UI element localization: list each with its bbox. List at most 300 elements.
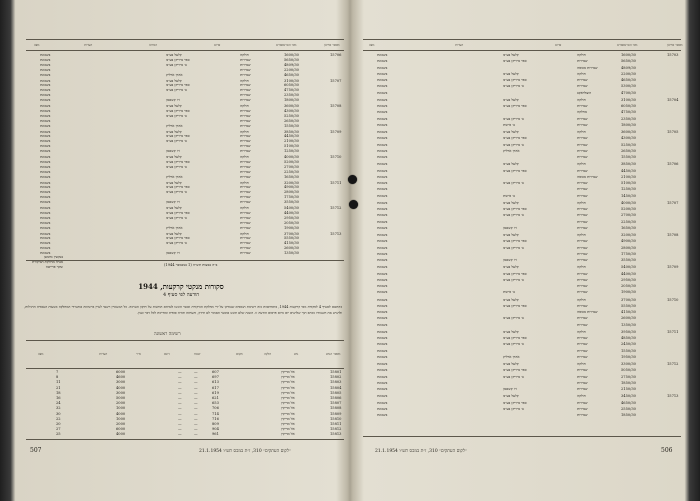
table-cell: קלעל בע״מ: [166, 180, 182, 185]
table-cell: בשכונת: [377, 368, 388, 373]
column-header: דונם: [164, 352, 170, 356]
subtable-cell: אל מריקין: [281, 375, 295, 380]
table-cell: כפר מיריקן בע״מ: [166, 185, 190, 190]
table-row: [26, 175, 344, 180]
table-cell: בשכונת: [377, 219, 388, 224]
table-cell: בשכונת: [40, 220, 51, 225]
right-page: [355, 10, 687, 488]
table-cell: בשכונת: [377, 174, 388, 179]
table-cell: שמירות: [240, 123, 251, 128]
table-cell: 4750/30: [284, 88, 299, 93]
table-cell: 1600/30: [284, 53, 299, 57]
group-number: 15706: [667, 162, 679, 167]
table-cell: שמירות: [577, 413, 588, 417]
table-cell: קלעל בע״מ: [166, 155, 182, 159]
column-header: מס׳ הטרנספורט: [276, 43, 297, 47]
table-cell: שמירות: [240, 144, 251, 149]
table-cell: בשכונת: [40, 123, 51, 128]
table-cell: 2250/30: [284, 169, 299, 174]
table-row: [26, 98, 344, 103]
table-row: [363, 72, 681, 77]
table-row: [363, 349, 681, 354]
table-cell: 4450/30: [284, 134, 299, 139]
subtable-cell: אל מריקין: [281, 370, 295, 374]
table-cell: בשכונת: [377, 380, 388, 385]
table-cell: שמירות: [577, 59, 588, 64]
table-cell: בשכונת: [377, 342, 388, 347]
table-cell: 4400/30: [621, 271, 636, 276]
table-row: [26, 73, 344, 78]
table-row: [363, 290, 681, 295]
table-cell: חולקה: [240, 231, 249, 236]
subtable-cell: —: [178, 432, 182, 437]
table-row: [363, 310, 681, 315]
subtable-cell: 15810: [330, 416, 342, 421]
table-cell: 4900/30: [284, 185, 299, 190]
subtable-body: [26, 370, 344, 438]
table-row: [363, 110, 681, 115]
table-cell: בשכונת: [377, 271, 388, 276]
table-cell: בשכונת: [40, 62, 51, 67]
table-cell: מחלקה: [577, 110, 587, 115]
table-cell: בשכונת: [40, 149, 51, 154]
column-header: גוש: [294, 352, 299, 356]
subtable-cell: 697: [212, 375, 219, 380]
subtable-cell: 27: [56, 427, 61, 432]
table-cell: בשכונת: [377, 104, 388, 108]
table-cell: 2350/30: [621, 116, 636, 121]
table-cell: שמירות: [577, 84, 588, 89]
table-cell: בשכונת: [377, 394, 388, 399]
table-cell: ב׳ מיריקן בע״מ: [166, 241, 187, 246]
table-cell: שמירות: [240, 251, 251, 256]
table-cell: שמירות: [577, 251, 588, 256]
table-cell: 3700/30: [621, 297, 636, 302]
table-cell: שמירות: [240, 246, 251, 251]
table-cell: חולקה: [577, 233, 586, 237]
table-cell: כפר מיריקן בע״מ: [503, 271, 527, 276]
table-row: [363, 375, 681, 380]
group-number: 15713: [330, 231, 342, 236]
table-cell: ב׳ מיריקן בע״מ: [166, 62, 187, 67]
table-cell: בשכונת: [377, 84, 388, 89]
table-cell: כפר מיריקן בע״מ: [503, 104, 527, 108]
subtable-cell: 716: [212, 416, 219, 421]
table-cell: בשכונת: [40, 129, 51, 134]
subtable-cell: אל מריקין: [281, 396, 295, 400]
table-cell: 2100/30: [284, 139, 299, 144]
table-cell: קלעל בע״מ: [166, 206, 182, 210]
subtable-cell: —: [178, 422, 182, 426]
table-cell: בשכונת: [40, 53, 51, 57]
table-cell: שמירות: [240, 185, 251, 190]
subtable-cell: —: [194, 370, 198, 374]
table-cell: זיו קשטמן: [166, 200, 180, 205]
table-cell: בשכונת: [40, 144, 51, 149]
subtable-cell: 5000: [116, 396, 126, 400]
table-cell: שמירות: [577, 193, 588, 198]
table-cell: 1750/30: [621, 251, 636, 256]
table-cell: שמירות: [240, 190, 251, 195]
subtable-cell: 3000: [116, 380, 126, 385]
subtable-cell: —: [194, 380, 198, 385]
table-cell: כפר מיריקן בע״מ: [503, 239, 527, 244]
subtable-cell: —: [178, 375, 182, 380]
table-cell: 5300/30: [621, 84, 636, 89]
table-cell: בשכונת: [40, 78, 51, 83]
table-row: [363, 304, 681, 309]
table-cell: 2600/30: [621, 316, 636, 321]
table-cell: 1450/30: [621, 193, 636, 198]
table-cell: 6050/30: [621, 104, 636, 108]
table-row: [363, 123, 681, 128]
table-cell: 3100/30: [284, 78, 299, 83]
subtable-cell: 20: [56, 422, 61, 426]
table-cell: בשכונת: [377, 329, 388, 334]
table-cell: שמירות: [240, 215, 251, 220]
subtable-cell: 4000: [116, 432, 126, 437]
subtable-cell: 7: [56, 370, 59, 374]
table-cell: בשכונת: [377, 162, 388, 167]
table-cell: 1550/30: [621, 348, 636, 353]
table-cell: חולקה: [577, 53, 586, 57]
table-row: [363, 394, 681, 399]
table-cell: קלעל בע״מ: [166, 78, 182, 83]
table-cell: 1650/30: [284, 174, 299, 179]
table-row: [26, 251, 344, 256]
subtable-label: רשימה ראשונה: [154, 332, 181, 337]
column-header: חלקה: [264, 352, 272, 356]
table-row: [363, 239, 681, 244]
right-table-body: [363, 53, 681, 433]
notice-paragraph: בהתאם לסעיף 4 לפקודת מסי קרקעות 1944, מתפרסמת בזה רשימת הנכסים שנבדקו על ידי מחלקת הביקורת ואשר הוגשו לגביהם הודעות על תיקון הערכה. כל המעוניין רשאי לעיין ברשימה במשרדי המחלקה בשעות העבודה הרגילות, ולהגיש את השגותיו בכתב תוך שלושים יום מיום פרסום הודעה זו. השגה שלא תוגש במועד האמור לא תידון, והערכה תהיה סופית ומחייבת לכל דבר וענין.: [24, 305, 343, 316]
subtable-cell: 4000: [116, 411, 126, 416]
table-cell: אהרן ארליק: [503, 148, 520, 153]
group-number: 15709: [667, 265, 679, 270]
subtable-cell: 16: [56, 396, 61, 400]
table-cell: שמירות: [240, 134, 251, 139]
group-number: 15712: [667, 362, 679, 366]
table-row: [26, 226, 344, 231]
table-cell: בשכונת: [40, 241, 51, 246]
table-row: [363, 155, 681, 160]
table-cell: הוצלדאקב: [577, 90, 592, 95]
table-cell: 5250/30: [621, 142, 636, 147]
subtable-cell: —: [194, 416, 198, 421]
table-cell: ב׳ מיריקן בע״מ: [503, 181, 524, 185]
subtable-cell: 6000: [116, 427, 126, 432]
subtable-cell: אל מריקין: [281, 432, 295, 437]
subtable-cell: 15806: [330, 396, 342, 400]
table-row: [363, 284, 681, 289]
table-cell: 2700/30: [621, 213, 636, 218]
table-cell: שמירות: [577, 342, 588, 347]
subtable-cell: —: [194, 375, 198, 380]
table-cell: כפר מיריקן בע״מ: [503, 368, 527, 373]
table-cell: בשכונת: [40, 236, 51, 241]
table-cell: ב׳ סיונות: [503, 193, 515, 198]
subtable-cell: 714: [212, 411, 219, 416]
table-row: [363, 181, 681, 186]
table-row: [26, 149, 344, 154]
table-cell: קלעל בע״מ: [503, 162, 519, 167]
right-page-footer: ״לקום העתקים״ 310, ז״ת במכס תש״ו 21.1.1954: [375, 449, 467, 454]
subtable-cell: 15803: [330, 380, 342, 385]
table-cell: בשכונת: [377, 316, 388, 321]
table-cell: חולקה: [240, 155, 249, 159]
table-cell: 2200/30: [284, 67, 299, 72]
table-cell: שמירות: [577, 142, 588, 147]
table-cell: שמירות מכוסה: [577, 174, 598, 179]
table-cell: שמירות: [240, 149, 251, 154]
table-cell: שמירות: [240, 174, 251, 179]
subtable-cell: 21: [56, 385, 61, 390]
column-header: פרוט: [555, 43, 562, 47]
table-cell: ב׳ מיריקן בע״מ: [503, 142, 524, 147]
table-cell: בשכונת: [377, 110, 388, 115]
table-cell: שמירות: [577, 207, 588, 211]
table-cell: 4000/30: [621, 200, 636, 205]
table-cell: 5100/30: [284, 144, 299, 149]
table-cell: קלעל בע״מ: [166, 53, 182, 57]
subtable-cell: —: [178, 380, 182, 385]
subtable-cell: —: [194, 401, 198, 406]
table-cell: 5650/30: [621, 59, 636, 64]
table-cell: שמירות: [577, 122, 588, 127]
table-row: [363, 323, 681, 328]
table-cell: 4150/30: [284, 241, 299, 246]
table-cell: בשכונת: [40, 134, 51, 139]
table-cell: קלעל בע״מ: [503, 130, 519, 134]
table-cell: שמירות: [240, 159, 251, 164]
table-cell: שמירות: [577, 406, 588, 411]
table-cell: ב׳ מיריקן בע״מ: [503, 213, 524, 218]
table-cell: 1950/30: [621, 354, 636, 359]
table-cell: בשכונת: [377, 387, 388, 391]
table-cell: בשכונת: [377, 362, 388, 366]
subtable-cell: —: [178, 401, 182, 406]
table-cell: 3700/30: [284, 231, 299, 236]
table-cell: שמירות: [240, 195, 251, 200]
table-row: [363, 59, 681, 64]
subtable-cell: 3000: [116, 390, 126, 395]
table-cell: אהרן ארליק: [166, 72, 183, 77]
subtable-cell: 30: [56, 411, 61, 416]
table-cell: 2750/30: [621, 374, 636, 379]
table-cell: בשכונת: [377, 136, 388, 141]
table-cell: 4300/30: [284, 108, 299, 113]
subtable-cell: אל מריקין: [281, 390, 295, 395]
table-cell: 2800/30: [621, 245, 636, 250]
table-cell: שמירות: [577, 245, 588, 250]
table-cell: 3600/30: [621, 130, 636, 134]
subtable-cell: 607: [212, 370, 219, 374]
table-row: [363, 187, 681, 192]
table-cell: בשכונת: [40, 210, 51, 215]
table-cell: שמירות: [577, 148, 588, 153]
table-cell: שמירות: [577, 271, 588, 276]
table-cell: בשכונת: [40, 225, 51, 230]
group-number: 15703: [667, 53, 679, 57]
table-cell: בשכונת: [377, 122, 388, 127]
table-cell: קלעל בע״מ: [503, 71, 519, 76]
group-number: 15707: [330, 78, 342, 83]
table-cell: 1650/30: [621, 225, 636, 230]
table-cell: ב׳ מיריקן בע״מ: [166, 215, 187, 220]
group-number: 15708: [330, 104, 342, 108]
left-table-note: ב״ה במצות תש״ה (1 בנובמבר 1944): [164, 263, 218, 267]
table-cell: כפר מיריקן בע״מ: [503, 336, 527, 340]
subtable-cell: 613: [212, 380, 219, 385]
table-cell: בשכונת: [377, 277, 388, 282]
table-cell: ב׳ מיריקן בע״מ: [503, 374, 524, 379]
table-cell: חולקה: [577, 394, 586, 399]
subtable-cell: 8: [56, 375, 59, 380]
table-row: [363, 355, 681, 360]
subtable-cell: 4000: [116, 385, 126, 390]
table-cell: 2250/30: [621, 219, 636, 224]
group-number: 15705: [667, 130, 679, 134]
table-cell: בשכונת: [40, 98, 51, 103]
table-cell: שמירות: [240, 83, 251, 88]
column-header: מקום: [236, 352, 243, 356]
table-cell: כפר מיריקן בע״מ: [503, 136, 527, 141]
table-cell: בשכונת: [40, 200, 51, 205]
subtable-cell: 24: [56, 401, 61, 406]
subtable-cell: —: [194, 411, 198, 416]
subtable-cell: 2000: [116, 422, 126, 426]
table-row: [363, 91, 681, 96]
subtable-cell: 15813: [330, 432, 342, 437]
table-row: [363, 207, 681, 212]
table-cell: כפר מיריקן בע״מ: [503, 78, 527, 82]
table-cell: קלעל בע״מ: [503, 97, 519, 102]
column-header: מצב: [38, 352, 44, 356]
table-cell: חולקה: [577, 162, 586, 167]
table-cell: 1900/30: [284, 225, 299, 230]
table-cell: בשכונת: [40, 88, 51, 93]
table-cell: בשכונת: [377, 322, 388, 327]
right-page-number: 506: [661, 447, 673, 454]
table-cell: אהרן ארליק: [166, 123, 183, 128]
subtable-cell: 619: [212, 390, 219, 395]
table-cell: שמירות מכוסה: [577, 65, 598, 70]
table-row: [363, 169, 681, 174]
table-cell: בשכונת: [40, 83, 51, 88]
table-row: [363, 213, 681, 218]
column-header: פרוט: [214, 43, 221, 47]
table-cell: שמירות: [577, 322, 588, 327]
table-cell: שמירות: [577, 116, 588, 121]
table-cell: שמירות: [240, 139, 251, 144]
table-cell: שמירות: [240, 225, 251, 230]
table-cell: 2450/30: [621, 342, 636, 347]
table-cell: בשכונת: [377, 354, 388, 359]
subtable-cell: 15801: [330, 370, 342, 374]
subtable-cell: —: [194, 396, 198, 400]
subtable-cell: 1000: [116, 416, 126, 421]
table-cell: ב׳ מיריקן בע״מ: [166, 139, 187, 144]
table-cell: שמירות: [577, 290, 588, 295]
table-cell: 3600/30: [284, 104, 299, 108]
table-cell: חולקה: [577, 200, 586, 205]
table-cell: ב׳ סיונות: [503, 290, 515, 295]
table-cell: כפר מיריקן בע״מ: [166, 210, 190, 215]
table-cell: בשכונת: [377, 148, 388, 153]
table-cell: בשכונת: [40, 118, 51, 123]
subtable-cell: 4600: [116, 375, 126, 380]
table-cell: בשכונת: [377, 406, 388, 411]
table-cell: בשכונת: [377, 213, 388, 218]
column-header: מצב: [34, 43, 40, 47]
subtable-cell: אל מריקין: [281, 427, 295, 432]
group-number: 15712: [330, 206, 342, 210]
table-cell: חולקה: [577, 362, 586, 366]
table-cell: חולקה: [240, 78, 249, 83]
table-cell: כפר מיריקן בע״מ: [166, 83, 190, 88]
table-cell: שמירות: [577, 239, 588, 244]
table-cell: ב׳ מיריקן בע״מ: [503, 316, 524, 321]
subtable-cell: —: [178, 390, 182, 395]
subtable-cell: —: [178, 396, 182, 400]
table-cell: בשכונת: [377, 59, 388, 64]
table-cell: בשכונת: [40, 104, 51, 108]
table-cell: 2800/30: [284, 190, 299, 195]
table-row: [363, 130, 681, 135]
table-row: [363, 252, 681, 257]
table-cell: חולקה: [577, 329, 586, 334]
table-cell: שמירות: [577, 284, 588, 288]
table-cell: שמירות: [577, 368, 588, 373]
table-cell: שמירות: [577, 213, 588, 218]
group-number: 15706: [330, 53, 342, 57]
subtable-cell: 809: [212, 422, 219, 426]
table-cell: כפר מיריקן בע״מ: [166, 57, 190, 62]
subtable-cell: אל מריקין: [281, 411, 295, 416]
table-cell: 4750/30: [621, 110, 636, 115]
table-cell: שמירות: [577, 400, 588, 405]
table-cell: 2150/30: [621, 387, 636, 391]
table-cell: 1350/30: [284, 251, 299, 256]
table-cell: 3850/30: [621, 162, 636, 167]
table-cell: בשכונת: [40, 155, 51, 159]
table-cell: שמירות: [240, 93, 251, 98]
table-cell: בשכונת: [377, 303, 388, 308]
table-cell: קלעל בע״מ: [166, 104, 182, 108]
table-cell: זיו קשטמן: [166, 98, 180, 103]
table-cell: בשכונת: [40, 251, 51, 256]
subtable-cell: —: [194, 385, 198, 390]
table-cell: בשכונת: [377, 116, 388, 121]
table-cell: 4450/30: [621, 168, 636, 173]
table-cell: 3300/30: [621, 362, 636, 366]
table-cell: בשכונת: [377, 187, 388, 192]
table-cell: בשכונת: [40, 231, 51, 236]
table-cell: שמירות: [577, 303, 588, 308]
group-number: 15710: [330, 155, 342, 159]
table-cell: בשכונת: [377, 239, 388, 244]
table-cell: 3550/30: [621, 258, 636, 262]
table-cell: אהרן ארליק: [503, 354, 520, 359]
table-cell: שמירות: [577, 168, 588, 173]
table-cell: חולקה: [577, 97, 586, 102]
table-cell: בשכונת: [40, 93, 51, 98]
table-cell: 2600/30: [284, 246, 299, 251]
table-cell: בשכונת: [377, 297, 388, 302]
table-cell: בשכונת: [40, 139, 51, 144]
table-cell: אהרן ארליק: [166, 174, 183, 179]
table-row: [363, 278, 681, 283]
